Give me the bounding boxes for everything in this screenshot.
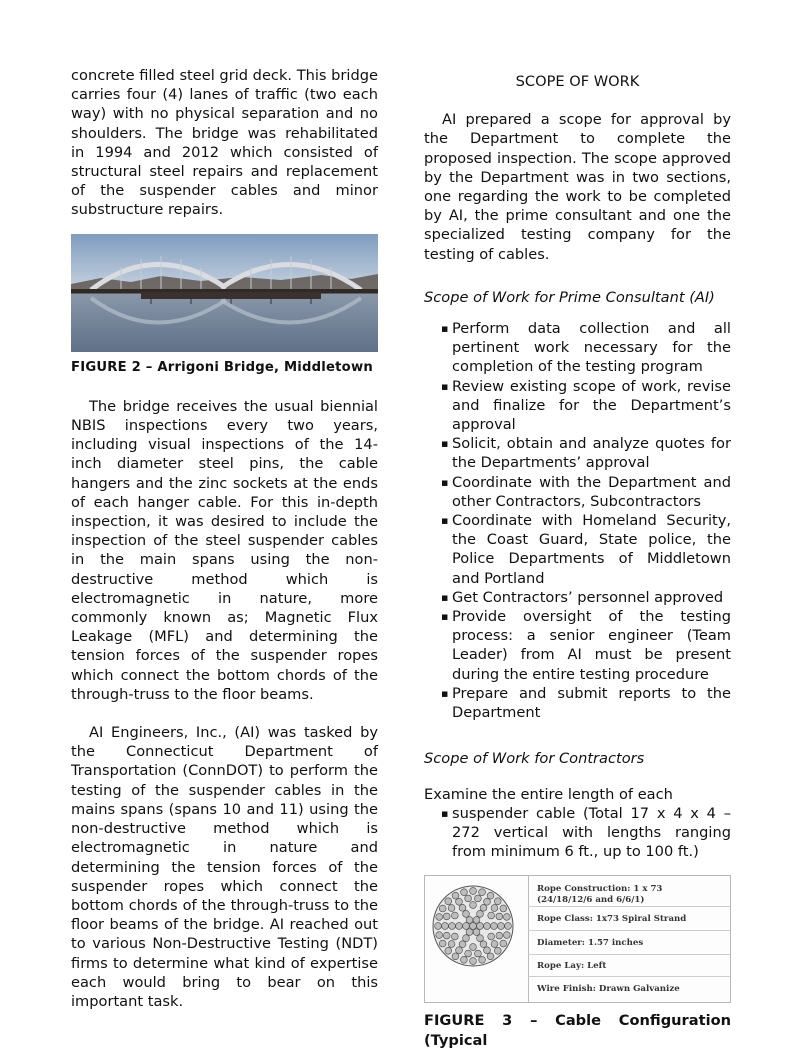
prime-consultant-heading: Scope of Work for Prime Consultant (AI): [424, 288, 715, 306]
list-item: ▪ suspender cable (Total 17 x 4 x 4 – 272 vertical with lengths ranging from minimum 6 ft., up to 100 ft.): [452, 804, 731, 862]
contractors-intro: Examine the entire length of each: [424, 785, 673, 803]
cable-strand: [474, 895, 481, 902]
cable-strand: [461, 889, 468, 896]
cable-strand: [488, 933, 495, 940]
cable-strand: [436, 914, 443, 921]
cable-strand: [496, 913, 503, 920]
cable-strand: [463, 923, 470, 930]
figure-rule: [528, 906, 730, 907]
cable-strand: [456, 899, 463, 906]
cable-strand: [445, 948, 452, 955]
list-item: ▪ Review existing scope of work, revise and finalize for the Department’s approval: [452, 377, 731, 435]
cable-strand: [473, 929, 480, 936]
list-item: ▪ Provide oversight of the testing process: a senior engineer (Team Leader) from AI must be present during the entire testing procedure: [452, 607, 731, 684]
cable-strand: [456, 923, 463, 930]
cable-strand: [477, 935, 484, 942]
prime-consultant-list: [424, 319, 731, 722]
cable-strand: [479, 889, 486, 896]
cable-configuration-figure: [424, 875, 731, 1003]
cable-strand: [470, 902, 477, 909]
cable-strand: [500, 905, 507, 912]
rope-construction-text: Rope Construction: 1 x 73 (24/18/12/6 and 6/6/1): [537, 884, 663, 906]
right-column: [424, 66, 731, 1050]
list-item: ▪ Coordinate with the Department and other Contractors, Subcontractors: [452, 473, 731, 511]
cable-strand: [494, 948, 501, 955]
cable-strand: [459, 905, 466, 912]
cable-cross-section-icon: [427, 876, 527, 1002]
cable-strand: [484, 899, 491, 906]
cable-strand: [494, 898, 501, 905]
cable-strand: [500, 940, 507, 947]
list-item: ▪ Prepare and submit reports to the Department: [452, 684, 731, 722]
cable-strand: [470, 888, 477, 895]
cable-strand: [463, 911, 470, 918]
cable-strand: [466, 917, 473, 924]
cable-strand: [435, 923, 442, 930]
cable-strand: [470, 944, 477, 951]
contractors-heading: Scope of Work for Contractors: [424, 750, 645, 768]
cable-strand: [491, 923, 498, 930]
cable-strand: [479, 957, 486, 964]
cable-strand: [439, 940, 446, 947]
cable-strand: [452, 953, 459, 960]
cable-strand: [456, 947, 463, 954]
cable-strand: [484, 923, 491, 930]
cable-strand: [473, 917, 480, 924]
figure-rule: [528, 976, 730, 977]
cable-strand: [470, 958, 477, 965]
bridge-image: [71, 234, 378, 352]
list-item: ▪ Perform data collection and all pertinent work necessary for the completion of the testing program: [452, 319, 731, 377]
cable-strand: [470, 923, 477, 930]
cable-strand: [465, 950, 472, 957]
cable-strand: [487, 953, 494, 960]
cable-strand: [451, 933, 458, 940]
cable-strand: [445, 898, 452, 905]
cable-strand: [505, 923, 512, 930]
cable-strand: [461, 957, 468, 964]
cable-strand: [439, 905, 446, 912]
cable-strand: [449, 923, 456, 930]
cable-strand: [459, 941, 466, 948]
figure-2-caption: FIGURE 2 – Arrigoni Bridge, Middletown: [71, 359, 373, 375]
cable-strand: [474, 950, 481, 957]
figure-rule: [528, 930, 730, 931]
scope-intro-paragraph: AI prepared a scope for approval by the Department to complete the proposed inspection. The scope approved by the Department was in two sections, one regarding the work to be completed by AI, the prime consultant and one the specialized testing company for the testing of cables.: [424, 111, 731, 263]
cable-strand: [480, 905, 487, 912]
cable-strand: [491, 905, 498, 912]
wire-finish-text: Wire Finish: Drawn Galvanize: [537, 984, 680, 995]
cable-strand: [503, 914, 510, 921]
cable-strand: [451, 912, 458, 919]
diameter-text: Diameter: 1.57 inches: [537, 938, 644, 949]
figure-rule: [528, 954, 730, 955]
cable-strand: [487, 893, 494, 900]
arrigoni-bridge-photo: [71, 234, 378, 352]
figure-3-caption-continued: (Typical: [424, 1031, 488, 1049]
cable-strand: [465, 895, 472, 902]
cable-strand: [491, 941, 498, 948]
cable-strand: [496, 932, 503, 939]
contractors-list: [424, 804, 731, 862]
cable-strand: [452, 893, 459, 900]
cable-strand: [463, 935, 470, 942]
scope-of-work-heading: SCOPE OF WORK: [515, 73, 640, 90]
cable-strand: [443, 932, 450, 939]
cable-strand: [503, 932, 510, 939]
inspection-paragraph: The bridge receives the usual biennial NBIS inspections every two years, including visual inspections of the 14-inch diameter steel pins, the cable hangers and the zinc sockets at the ends of each hanger cable. For this in-depth inspection, it was desired to include the inspection of the steel suspender cables in the main spans using the non-destructive method which is electromagnetic in nature, more commonly known as; Magnetic Flux Leakage (MFL) and determining the tension forces of the suspender ropes which connect the bottom chords of the through-truss to the floor beams.: [71, 397, 378, 703]
cable-strand: [498, 923, 505, 930]
cable-strand: [477, 923, 484, 930]
cable-strand: [488, 912, 495, 919]
cable-strand: [466, 929, 473, 936]
list-item: ▪ Solicit, obtain and analyze quotes for the Departments’ approval: [452, 434, 731, 472]
figure-3-caption: FIGURE 3 – Cable Configuration: [424, 1012, 731, 1030]
left-column: [71, 66, 378, 1011]
cable-strand: [436, 932, 443, 939]
cable-strand: [480, 941, 487, 948]
intro-paragraph: concrete filled steel grid deck. This bridge carries four (4) lanes of traffic (two each way) with no physical separation and no shoulders. The bridge was rehabilitated in 1994 and 2012 which consisted of structural steel repairs and replacement of the suspender cables and minor substructure repairs.: [71, 67, 378, 219]
list-item: ▪ Coordinate with Homeland Security, the Coast Guard, State police, the Police Departments of Middletown and Portland: [452, 511, 731, 588]
cable-strand: [477, 911, 484, 918]
rope-class-text: Rope Class: 1x73 Spiral Strand: [537, 914, 687, 925]
cable-strand: [448, 941, 455, 948]
ai-engineers-paragraph: AI Engineers, Inc., (AI) was tasked by the Connecticut Department of Transportation (ConnDOT) to perform the testing of the suspender cables in the mains spans (spans 10 and 11) using the non-destructive method which is electromagnetic in nature and determining the tension forces of the suspender ropes which connect the bottom chords of the through-truss to the floor beams of the bridge. AI reached out to various Non-Destructive Testing (NDT) firms to determine what kind of expertise each would bring to bear on this important task.: [71, 724, 378, 1010]
cable-strand: [443, 913, 450, 920]
figure-divider: [528, 876, 529, 1002]
cable-strand: [484, 947, 491, 954]
cable-strand: [448, 905, 455, 912]
list-item: ▪ Get Contractors’ personnel approved: [452, 588, 731, 607]
rope-lay-text: Rope Lay: Left: [537, 961, 607, 972]
cable-strand: [442, 923, 449, 930]
